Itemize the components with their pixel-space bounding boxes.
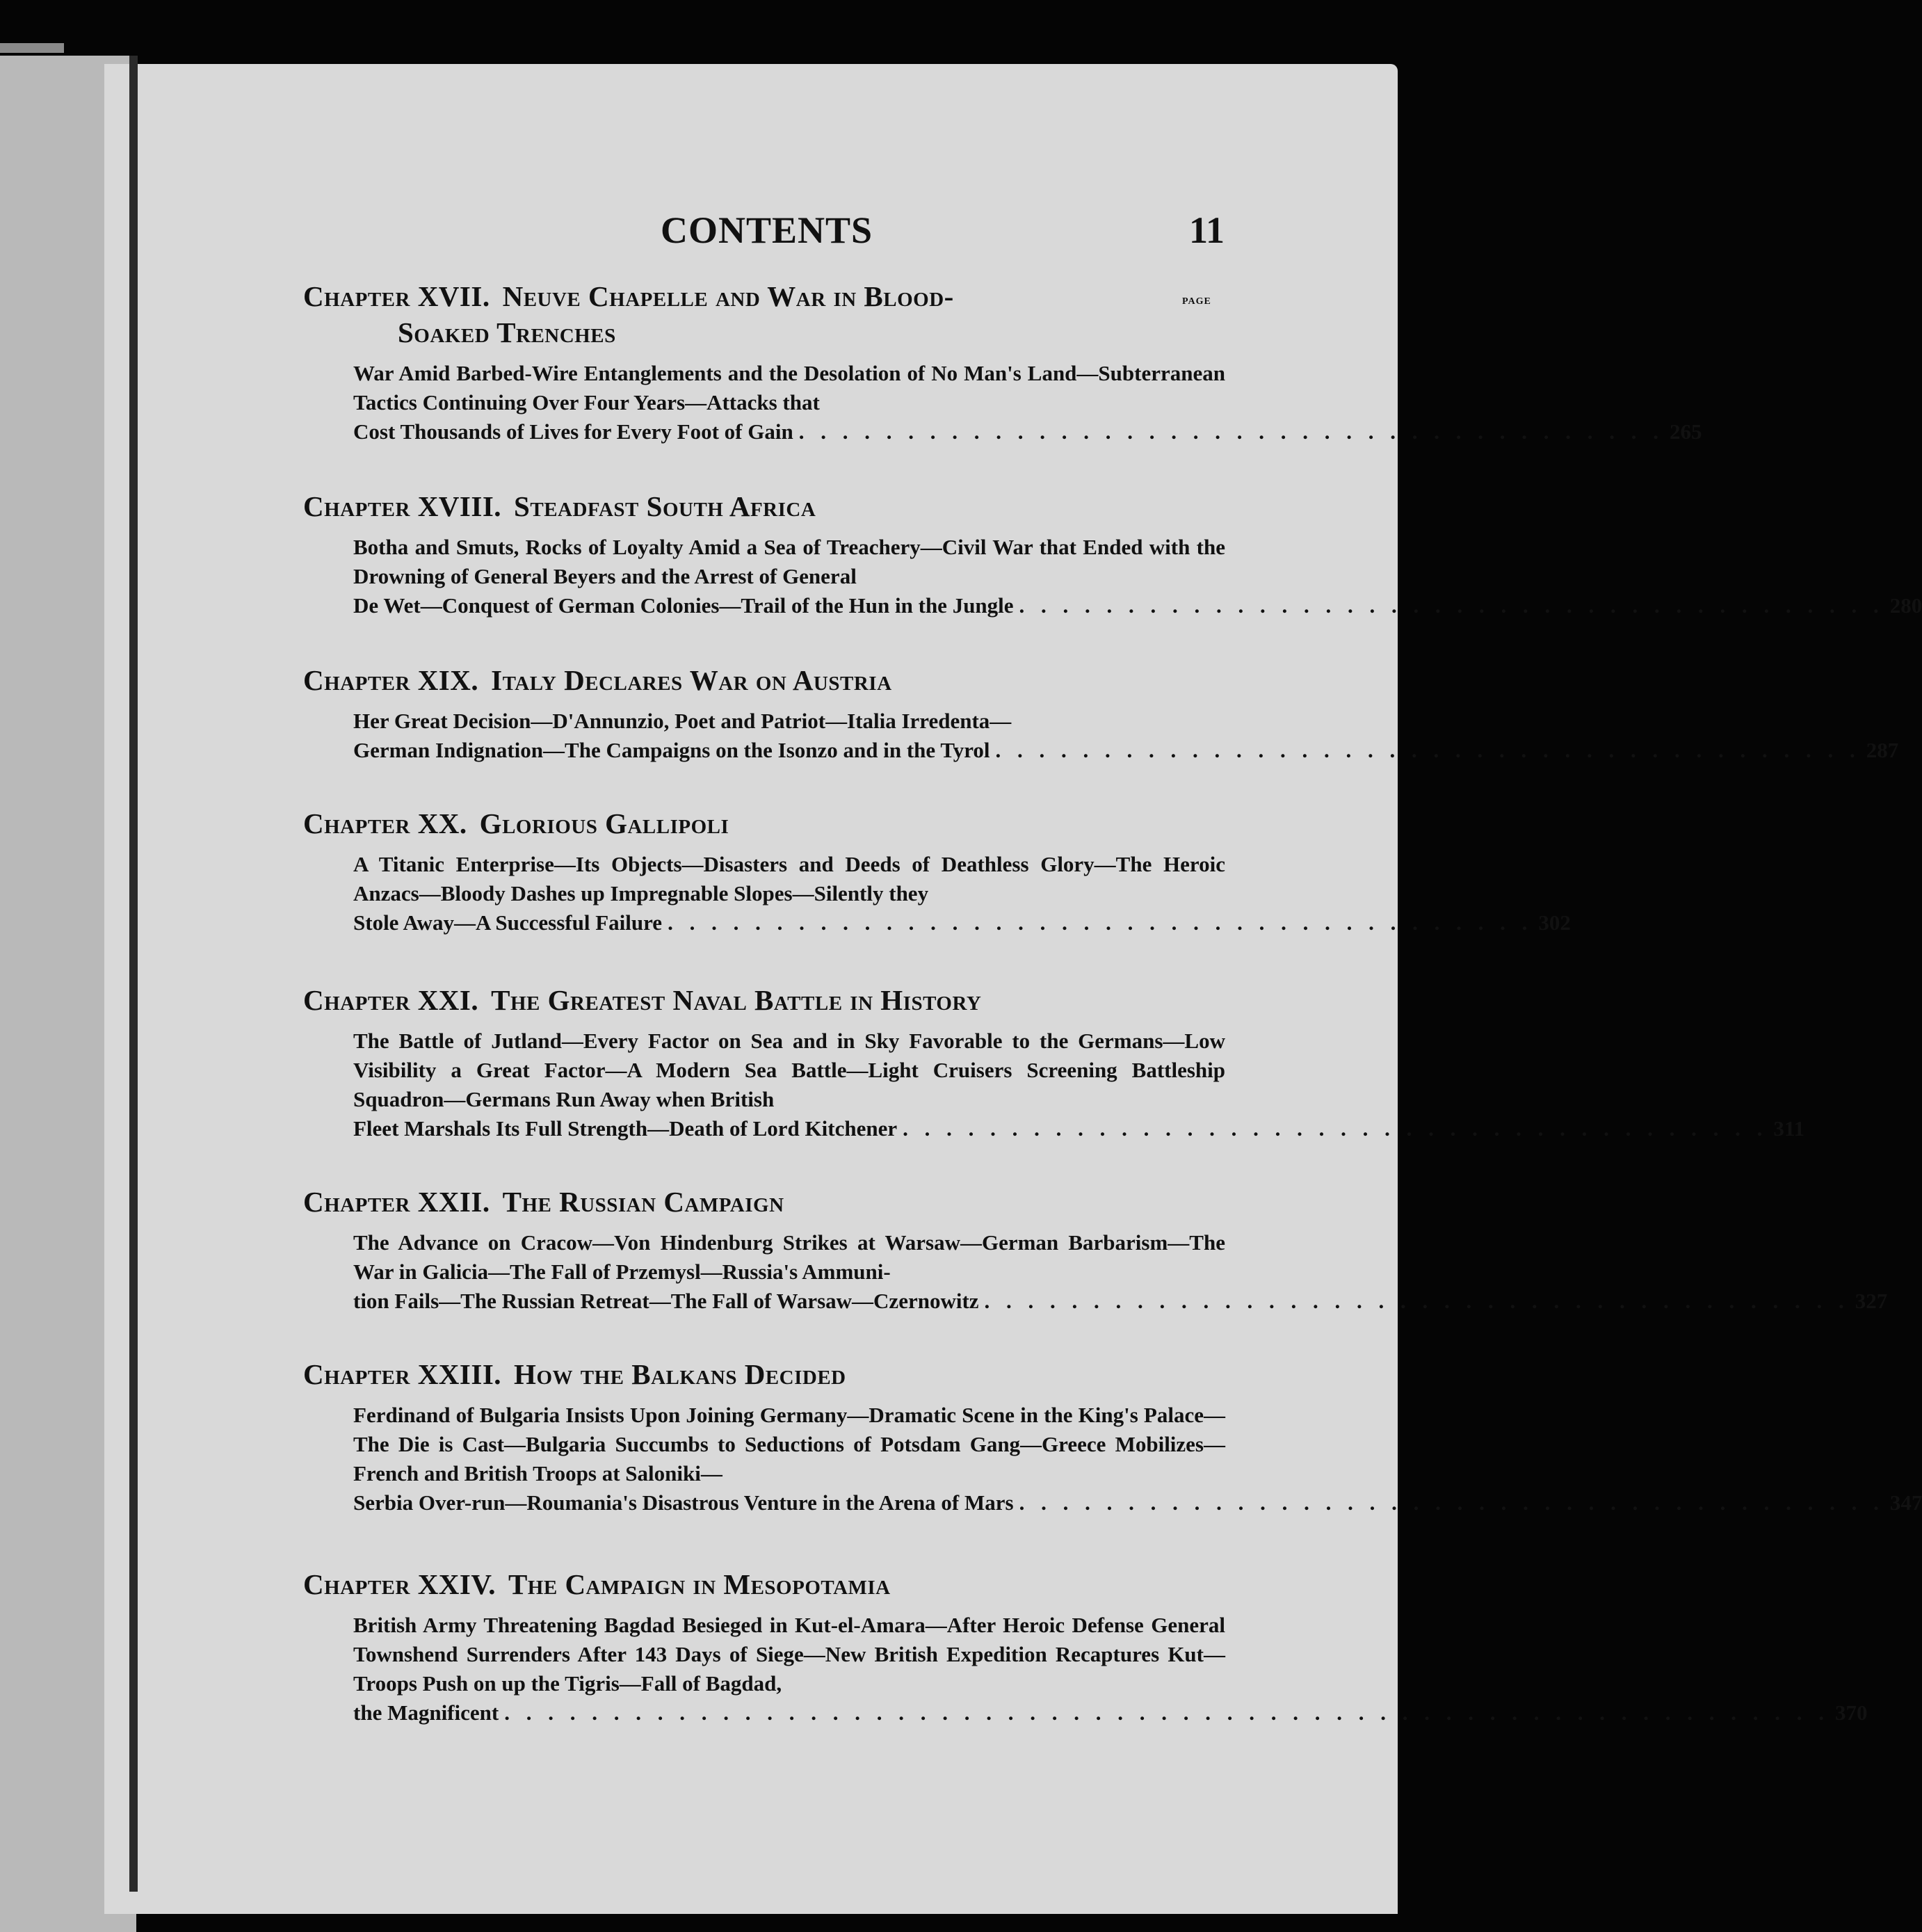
chapter-heading (303, 488, 1221, 524)
chapter-title: The Russian Campaign (502, 1186, 784, 1218)
toc-entry-chapter-19 (303, 662, 1899, 765)
chapter-heading (303, 1184, 1221, 1220)
summary-last-text: De Wet—Conquest of German Colonies—Trail of the Hun in the Jungle (353, 593, 1014, 618)
summary-last-line (353, 1698, 1868, 1728)
summary-text: British Army Threatening Bagdad Besieged in Kut-el-Amara—After Heroic Defense General Townshend Surrenders After 143 Days of Siege—New British Expedition Recaptures Kut—Troops Push on up the Tigris—Fall of Bagdad, (353, 1613, 1225, 1696)
chapter-label: Chapter XX. (303, 807, 467, 839)
page-column-label: PAGE (1182, 296, 1211, 307)
chapter-summary (353, 1611, 1868, 1728)
chapter-page-number: 370 (1834, 1700, 1868, 1725)
chapter-title: Neuve Chapelle and War in Blood- (502, 280, 954, 312)
chapter-page-number: 287 (1866, 738, 1899, 762)
chapter-label: Chapter XIX. (303, 664, 479, 696)
chapter-heading (303, 278, 1221, 314)
chapter-title: The Greatest Naval Battle in History (491, 984, 982, 1016)
toc-entry-chapter-20 (303, 805, 1571, 937)
chapter-title: How the Balkans Decided (514, 1358, 846, 1390)
toc-entry-chapter-21 (303, 982, 1805, 1143)
chapter-page-number: 302 (1538, 910, 1571, 935)
chapter-page-number: 280 (1889, 593, 1922, 618)
chapter-label: Chapter XXII. (303, 1186, 490, 1218)
chapter-label: Chapter XXIV. (303, 1568, 496, 1600)
dot-leader: . . . . . . . . . . . . . . . . . . . . . . . . . . . . . . . . . . . . . . . . (995, 738, 1861, 762)
chapter-summary (353, 1401, 1922, 1518)
dot-leader: . . . . . . . . . . . . . . . . . . . . . . . . . . . . . . . . . . . . . . . . (1019, 593, 1884, 618)
scan-edge-mark (0, 43, 64, 53)
chapter-heading (303, 982, 1221, 1018)
dot-leader: . . . . . . . . . . . . . . . . . . . . . . . . . . . . . . . . . . . . . . . . (984, 1289, 1850, 1313)
summary-text: The Battle of Jutland—Every Factor on Sea and in Sky Favorable to the Germans—Low Visibility a Great Factor—A Modern Sea Battle—Light Cruisers Screening Battleship Squadron—Germans Run Away when British (353, 1029, 1225, 1111)
summary-last-text: tion Fails—The Russian Retreat—The Fall of Warsaw—Czernowitz (353, 1289, 979, 1313)
chapter-summary (353, 359, 1702, 446)
chapter-heading (303, 805, 1221, 842)
toc-entry-chapter-22 (303, 1184, 1888, 1316)
chapter-heading (303, 1356, 1221, 1392)
summary-last-line (353, 736, 1899, 765)
summary-last-text: Serbia Over-run—Roumania's Disastrous Venture in the Arena of Mars (353, 1490, 1014, 1515)
summary-text: War Amid Barbed-Wire Entanglements and the Desolation of No Man's Land—Subterranean Tactics Continuing Over Four Years—Attacks that (353, 361, 1225, 414)
chapter-summary (353, 1027, 1805, 1143)
chapter-title: Glorious Gallipoli (479, 807, 729, 839)
chapter-title-continued: Soaked Trenches (398, 316, 616, 348)
summary-last-text: the Magnificent (353, 1700, 499, 1725)
summary-last-line (353, 591, 1922, 620)
summary-text: Ferdinand of Bulgaria Insists Upon Joining Germany—Dramatic Scene in the King's Palace—The Die is Cast—Bulgaria Succumbs to Seductions of Potsdam Gang—Greece Mobilizes—French and British Troops at Saloniki— (353, 1403, 1225, 1486)
dot-leader: . . . . . . . . . . . . . . . . . . . . . . . . . . . . . . . . . . . . . . . . . . . . . . . . . . . . . . . . . . . . . (504, 1700, 1830, 1725)
chapter-heading (303, 662, 1221, 698)
toc-entry-chapter-24 (303, 1566, 1868, 1728)
chapter-summary (353, 850, 1571, 937)
summary-last-line (353, 417, 1702, 446)
chapter-label: Chapter XXIII. (303, 1358, 502, 1390)
chapter-label: Chapter XXI. (303, 984, 479, 1016)
summary-last-text: Cost Thousands of Lives for Every Foot of Gain (353, 419, 793, 444)
summary-text: Botha and Smuts, Rocks of Loyalty Amid a Sea of Treachery—Civil War that Ended with the Drowning of General Beyers and the Arrest of General (353, 535, 1225, 588)
summary-text: A Titanic Enterprise—Its Objects—Disasters and Deeds of Deathless Glory—The Heroic Anzacs—Bloody Dashes up Impregnable Slopes—Silently they (353, 852, 1225, 905)
summary-last-text: Fleet Marshals Its Full Strength—Death of Lord Kitchener (353, 1116, 898, 1141)
summary-last-text: German Indignation—The Campaigns on the Isonzo and in the Tyrol (353, 738, 990, 762)
chapter-page-number: 311 (1773, 1116, 1805, 1141)
dot-leader: . . . . . . . . . . . . . . . . . . . . . . . . . . . . . . . . . . . . . . . . (798, 419, 1664, 444)
chapter-label: Chapter XVIII. (303, 490, 502, 522)
chapter-page-number: 327 (1855, 1289, 1888, 1313)
chapter-page-number: 265 (1669, 419, 1702, 444)
chapter-summary (353, 707, 1899, 765)
summary-text: The Advance on Cracow—Von Hindenburg Strikes at Warsaw—German Barbarism—The War in Galicia—The Fall of Przemysl—Russia's Ammuni- (353, 1230, 1225, 1284)
gutter-shadow-rule (129, 56, 138, 1892)
chapter-label: Chapter XVII. (303, 280, 490, 312)
dot-leader: . . . . . . . . . . . . . . . . . . . . . . . . . . . . . . . . . . . . . . . . (1019, 1490, 1884, 1515)
chapter-title: Italy Declares War on Austria (491, 664, 892, 696)
summary-last-text: Stole Away—A Successful Failure (353, 910, 663, 935)
chapter-page-number: 347 (1889, 1490, 1922, 1515)
running-head: CONTENTS (661, 209, 873, 251)
dot-leader: . . . . . . . . . . . . . . . . . . . . . . . . . . . . . . . . . . . . . . . . (903, 1116, 1768, 1141)
toc-entry-chapter-18 (303, 488, 1922, 620)
dot-leader: . . . . . . . . . . . . . . . . . . . . . . . . . . . . . . . . . . . . . . . . (668, 910, 1533, 935)
page-number: 11 (1189, 209, 1225, 251)
chapter-heading (303, 1566, 1221, 1602)
chapter-summary (353, 533, 1922, 620)
chapter-title: Steadfast South Africa (514, 490, 816, 522)
chapter-title: The Campaign in Mesopotamia (508, 1568, 891, 1600)
summary-last-line (353, 1114, 1805, 1143)
toc-entry-chapter-23 (303, 1356, 1922, 1518)
summary-text: Her Great Decision—D'Annunzio, Poet and Patriot—Italia Irredenta— (353, 709, 1012, 733)
summary-last-line (353, 908, 1571, 937)
summary-last-line (353, 1287, 1888, 1316)
chapter-summary (353, 1228, 1888, 1316)
summary-last-line (353, 1488, 1922, 1518)
toc-entry-chapter-17 (303, 278, 1702, 446)
